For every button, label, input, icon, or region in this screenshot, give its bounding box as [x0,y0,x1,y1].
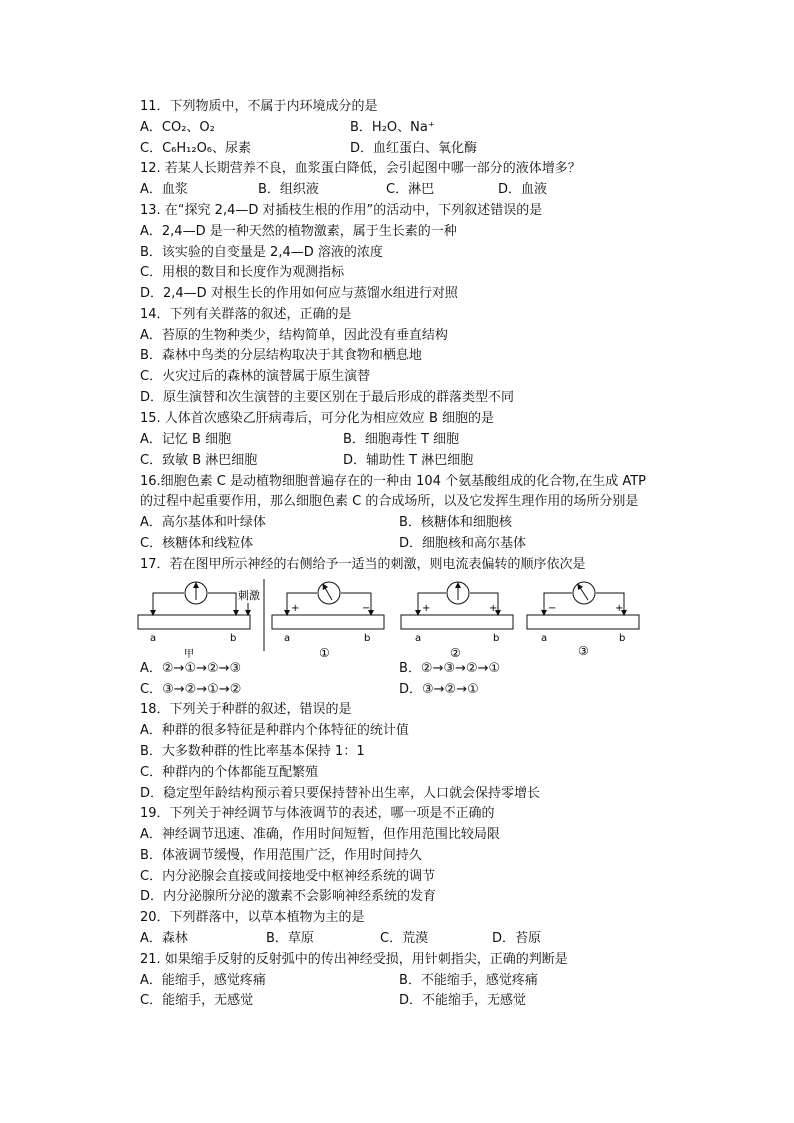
lead-wire-left [153,593,184,615]
nerve-fiber [401,615,513,629]
q15-option-b: B．细胞毒性 T 细胞 [343,432,460,447]
q16-option-c: C．核糖体和线粒体 [140,536,254,551]
point-a-label: a [284,633,291,644]
minus-sign: − [548,603,557,614]
nerve-fiber [272,615,384,629]
minus-sign: − [362,603,371,614]
q13-stem: 13. 在“探究 2,4—D 对插枝生根的作用”的活动中，下列叙述错误的是 [140,203,543,218]
point-b-label: b [364,633,371,644]
q17-stem: 17．若在图甲所示神经的右侧给予一适当的刺激，则电流表偏转的顺序依次是 [140,557,586,572]
q15-option-a: A．记忆 B 细胞 [140,432,232,447]
q14-option-c: C．火灾过后的森林的演替属于原生演替 [140,369,371,384]
panel-jia-label: 甲 [184,649,194,659]
q14-option-b: B．森林中鸟类的分层结构取决于其食物和栖息地 [140,348,422,363]
q11-option-a: A．CO₂、O₂ [140,120,215,135]
plus-sign: + [489,603,498,614]
q16-option-b: B．核糖体和细胞核 [399,515,512,530]
q12-option-a: A．血浆 [140,182,188,197]
q13-option-c: C．用根的数目和长度作为观测指标 [140,265,345,280]
q20-option-a: A．森林 [140,931,188,946]
q12-option-d: D．血液 [498,182,548,197]
q20-option-b: B．草原 [266,931,314,946]
panel-2-label: ② [450,646,461,659]
galvanometer-diagram [136,571,656,659]
q19-option-c: C．内分泌腺会直接或间接地受中枢神经系统的调节 [140,869,436,884]
q20-stem: 20．下列群落中，以草本植物为主的是 [140,910,365,925]
q11-stem: 11．下列物质中，不属于内环境成分的是 [140,99,378,114]
q11-option-d: D．血红蛋白、氧化酶 [350,141,478,156]
point-b-label: b [230,633,237,644]
q14-option-a: A．苔原的生物种类少，结构简单，因此没有垂直结构 [140,328,448,343]
nerve-fiber [138,615,250,629]
q13-option-b: B．该实验的自变量是 2,4—D 溶液的浓度 [140,245,383,260]
q13-option-d: D．2,4—D 对根生长的作用如何应与蒸馏水组进行对照 [140,286,458,301]
q14-stem: 14．下列有关群落的叙述，正确的是 [140,307,352,322]
q13-option-a: A．2,4—D 是一种天然的植物激素，属于生长素的一种 [140,224,457,239]
q21-stem: 21. 如果缩手反射的反射弧中的传出神经受损，用针刺指尖，正确的判断是 [140,952,568,967]
q11-option-c: C．C₆H₁₂O₆、尿素 [140,141,252,156]
q21-option-a: A．能缩手，感觉疼痛 [140,973,266,988]
q15-stem: 15. 人体首次感染乙肝病毒后，可分化为相应效应 B 细胞的是 [140,411,494,426]
stimulus-label: 刺激 [238,589,260,602]
q19-option-b: B．体液调节缓慢，作用范围广泛，作用时间持久 [140,848,422,863]
panel-3 [527,582,639,658]
point-a-label: a [541,633,548,644]
point-a-label: a [150,633,157,644]
q19-stem: 19．下列关于神经调节与体液调节的表述，哪一项是不正确的 [140,806,495,821]
q12-option-b: B．组织液 [258,182,319,197]
q16-stem-line2: 的过程中起重要作用，那么细胞色素 C 的合成场所，以及它发挥生理作用的场所分别是 [140,494,639,509]
point-b-label: b [493,633,500,644]
q16-option-d: D．细胞核和高尔基体 [399,536,527,551]
plus-sign: + [615,603,624,614]
q14-option-d: D．原生演替和次生演替的主要区别在于最后形成的群落类型不同 [140,390,515,405]
q19-option-d: D．内分泌腺所分泌的激素不会影响神经系统的发育 [140,889,437,904]
panel-2 [401,582,513,659]
point-a-label: a [415,633,422,644]
q18-option-a: A．种群的很多特征是种群内个体特征的统计值 [140,723,409,738]
point-b-label: b [619,633,626,644]
q19-option-a: A．神经调节迅速、准确，作用时间短暂，但作用范围比较局限 [140,827,500,842]
q12-stem: 12. 若某人长期营养不良，血浆蛋白降低，会引起图中哪一部分的液体增多？ [140,161,581,176]
q17-option-c: C．③→②→①→② [140,682,242,697]
q18-stem: 18．下列关于种群的叙述，错误的是 [140,702,352,717]
q11-option-b: B．H₂O、Na⁺ [350,120,435,135]
q18-option-b: B．大多数种群的性比率基本保持 1：1 [140,744,365,759]
q12-option-c: C．淋巴 [386,182,435,197]
plus-sign: + [291,603,300,614]
galvanometer [318,582,340,604]
panel-3-label: ③ [578,644,589,658]
q15-option-d: D．辅助性 T 淋巴细胞 [343,453,474,468]
q15-option-c: C．致敏 B 淋巴细胞 [140,453,258,468]
q21-option-c: C．能缩手，无感觉 [140,993,254,1008]
q16-option-a: A．高尔基体和叶绿体 [140,515,266,530]
q17-option-b: B．②→③→②→① [399,661,501,676]
q18-option-c: C．种群内的个体都能互配繁殖 [140,765,319,780]
q17-option-a: A．②→①→②→③ [140,661,242,676]
q16-stem-line1: 16.细胞色素 C 是动植物细胞普遍存在的一种由 104 个氨基酸组成的化合物,在生成 ATP [140,474,647,489]
lead-wire-right [208,593,236,613]
q21-option-b: B．不能缩手，感觉疼痛 [399,973,538,988]
panel-1-label: ① [319,646,330,659]
q18-option-d: D．稳定型年龄结构预示着只要保持替补出生率，人口就会保持零增长 [140,786,541,801]
q20-option-d: D．苔原 [492,931,542,946]
panel-jia [138,582,260,659]
panel-1 [272,582,384,659]
nerve-fiber [527,615,639,629]
q17-option-d: D．③→②→① [399,682,479,697]
plus-sign: + [422,603,431,614]
q20-option-c: C．荒漠 [380,931,429,946]
q21-option-d: D．不能缩手，无感觉 [399,993,527,1008]
